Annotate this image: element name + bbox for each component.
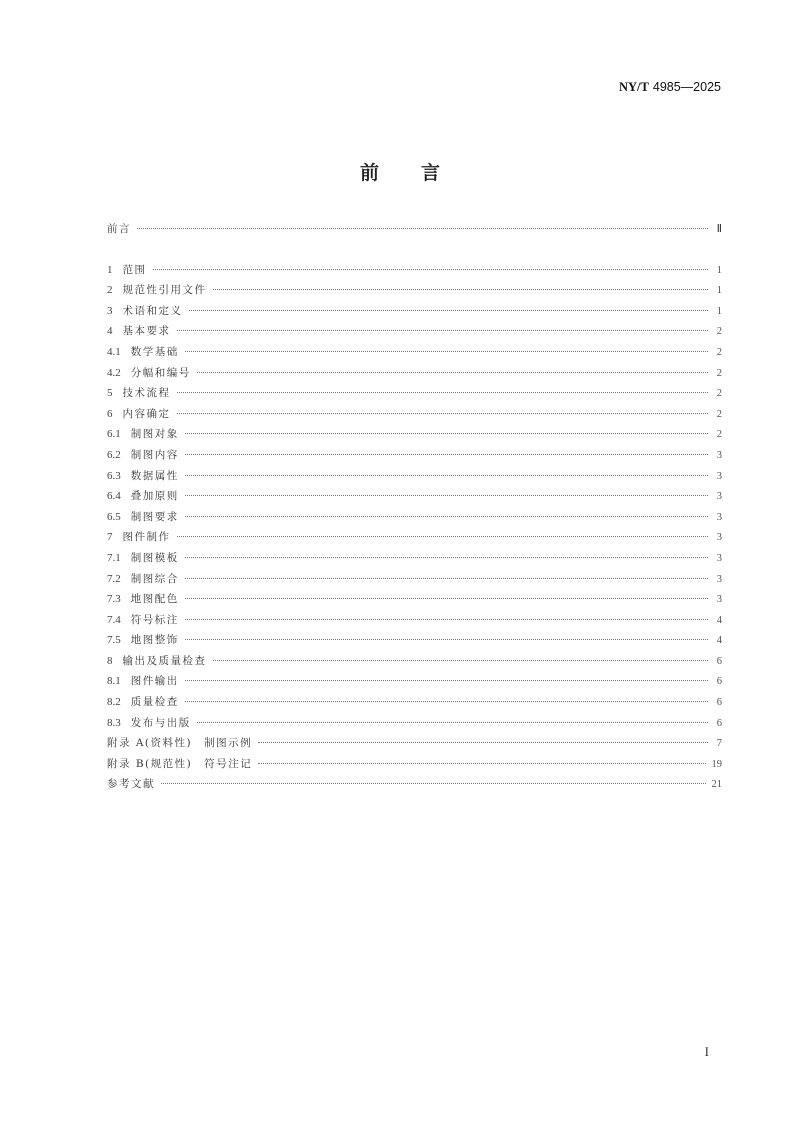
toc-section-number: 6.5 [107, 510, 121, 523]
toc-section-number: 7.4 [107, 613, 121, 626]
toc-page: 4 [716, 614, 722, 626]
toc-label: 图件制作 [122, 531, 171, 544]
toc-label: 制图要求 [130, 510, 179, 523]
toc-page: 6 [716, 697, 722, 709]
toc-entry[interactable] [107, 651, 722, 672]
toc-label: 输出及质量检查 [122, 654, 207, 667]
leader-dots [189, 310, 709, 311]
toc-page: 2 [716, 429, 722, 441]
toc-section-number: 4 [107, 325, 113, 338]
toc-entry[interactable] [107, 342, 722, 363]
toc-section-number: 2 [107, 284, 113, 297]
toc-label: 前言 [107, 223, 131, 235]
standard-prefix: NY/T [619, 80, 649, 94]
toc-page: 3 [716, 470, 722, 482]
toc-section-number: 8.1 [107, 675, 121, 688]
toc-label: 地图配色 [130, 593, 179, 606]
toc-label: 数学基础 [130, 345, 179, 358]
toc-entry[interactable] [107, 692, 722, 713]
toc-page: 3 [716, 532, 722, 544]
leader-dots [185, 433, 708, 434]
toc-entry[interactable] [107, 713, 722, 734]
toc-page: Ⅱ [716, 223, 722, 235]
toc-entry[interactable] [107, 424, 722, 445]
toc-section-number: 7.3 [107, 593, 121, 606]
toc-page: 2 [716, 346, 722, 358]
leader-dots [161, 783, 706, 784]
toc-entry[interactable] [107, 630, 722, 651]
leader-dots [258, 763, 705, 764]
toc-section-number: 7.5 [107, 634, 121, 647]
leader-dots [185, 598, 708, 599]
toc-page: 21 [711, 779, 722, 791]
leader-dots [185, 475, 708, 476]
leader-dots [185, 495, 708, 496]
toc-label: 技术流程 [122, 387, 171, 400]
toc-entry[interactable] [107, 486, 722, 507]
toc-entry[interactable] [107, 589, 722, 610]
toc-page: 7 [716, 738, 722, 750]
toc-page: 6 [716, 655, 722, 667]
table-of-contents [107, 219, 722, 795]
leader-dots [177, 536, 709, 537]
toc-section-number: 3 [107, 304, 113, 317]
toc-section-number: 7 [107, 531, 113, 544]
toc-label: 制图综合 [130, 572, 179, 585]
toc-page: 2 [716, 388, 722, 400]
toc-label: 符号标注 [130, 613, 179, 626]
toc-entry[interactable] [107, 260, 722, 281]
toc-section-number: 7.1 [107, 551, 121, 564]
leader-dots [185, 516, 708, 517]
leader-dots [213, 660, 709, 661]
leader-dots [185, 619, 708, 620]
toc-section-number: 6.3 [107, 469, 121, 482]
leader-dots [185, 454, 708, 455]
toc-entry[interactable] [107, 301, 722, 322]
toc-label: 参考文献 [107, 778, 155, 791]
toc-section-number: 6 [107, 407, 113, 420]
toc-section-number: 6.1 [107, 428, 121, 441]
leader-dots [197, 722, 708, 723]
toc-section-number: 1 [107, 263, 113, 276]
leader-dots [213, 289, 709, 290]
toc-entry[interactable] [107, 363, 722, 384]
leader-dots [197, 372, 708, 373]
title-char-1: 前 [359, 162, 379, 184]
toc-label: 术语和定义 [122, 304, 183, 317]
toc-label: 分幅和编号 [130, 366, 191, 379]
toc-page: 1 [716, 305, 722, 317]
leader-dots [153, 269, 709, 270]
page-number: I [704, 1044, 709, 1059]
toc-page: 3 [716, 552, 722, 564]
toc-page: 3 [716, 511, 722, 523]
leader-dots [177, 392, 709, 393]
toc-label: 基本要求 [122, 325, 171, 338]
toc-label: 制图模板 [130, 551, 179, 564]
title-char-2: 言 [421, 162, 441, 184]
toc-page: 19 [711, 758, 722, 770]
toc-entry-appendix[interactable] [107, 754, 722, 775]
page-title [0, 158, 800, 185]
toc-label: 制图内容 [130, 448, 179, 461]
toc-page: 1 [716, 264, 722, 276]
toc-label: 数据属性 [130, 469, 179, 482]
toc-entry-appendix[interactable] [107, 774, 722, 795]
toc-label: 内容确定 [122, 407, 171, 420]
toc-entry-appendix[interactable] [107, 733, 722, 754]
leader-dots [137, 228, 708, 229]
toc-spacer [107, 240, 722, 260]
toc-section-number: 6.4 [107, 490, 121, 503]
toc-entry[interactable] [107, 671, 722, 692]
leader-dots [258, 742, 708, 743]
leader-dots [185, 557, 708, 558]
leader-dots [185, 680, 708, 681]
toc-page: 3 [716, 594, 722, 606]
toc-label: 质量检查 [130, 696, 179, 709]
toc-entry[interactable] [107, 383, 722, 404]
toc-entry[interactable] [107, 404, 722, 425]
toc-page: 3 [716, 573, 722, 585]
toc-page: 6 [716, 717, 722, 729]
toc-entry[interactable] [107, 280, 722, 301]
toc-entry[interactable] [107, 527, 722, 548]
toc-label: 附录 B(规范性) 符号注记 [107, 757, 253, 770]
toc-page: 2 [716, 408, 722, 420]
toc-entry[interactable] [107, 321, 722, 342]
toc-entry[interactable] [107, 466, 722, 487]
toc-label: 范围 [122, 263, 147, 276]
toc-page: 3 [716, 449, 722, 461]
toc-entry[interactable] [107, 507, 722, 528]
toc-page: 2 [716, 367, 722, 379]
leader-dots [185, 578, 708, 579]
toc-section-number: 7.2 [107, 572, 121, 585]
toc-page: 2 [716, 326, 722, 338]
toc-page: 1 [716, 285, 722, 297]
toc-page: 3 [716, 491, 722, 503]
toc-label: 图件输出 [130, 675, 179, 688]
toc-entry-preface[interactable] [107, 219, 722, 240]
leader-dots [177, 330, 709, 331]
toc-section-number: 6.2 [107, 448, 121, 461]
toc-label: 发布与出版 [130, 716, 191, 729]
leader-dots [185, 351, 708, 352]
toc-section-number: 8.3 [107, 716, 121, 729]
toc-section-number: 5 [107, 387, 113, 400]
toc-section-number: 8.2 [107, 696, 121, 709]
toc-page: 6 [716, 676, 722, 688]
toc-label: 规范性引用文件 [122, 284, 207, 297]
toc-label: 附录 A(资料性) 制图示例 [107, 737, 253, 750]
leader-dots [177, 413, 709, 414]
leader-dots [185, 701, 708, 702]
toc-entry[interactable] [107, 548, 722, 569]
toc-entry[interactable] [107, 445, 722, 466]
toc-section-number: 8 [107, 654, 113, 667]
toc-page: 4 [716, 635, 722, 647]
toc-label: 叠加原则 [130, 490, 179, 503]
standard-code [619, 80, 721, 95]
toc-entry[interactable] [107, 569, 722, 590]
leader-dots [185, 639, 708, 640]
toc-entry[interactable] [107, 610, 722, 631]
toc-section-number: 4.2 [107, 366, 121, 379]
toc-label: 制图对象 [130, 428, 179, 441]
standard-number: 4985—2025 [652, 80, 721, 94]
toc-label: 地图整饰 [130, 634, 179, 647]
toc-section-number: 4.1 [107, 345, 121, 358]
